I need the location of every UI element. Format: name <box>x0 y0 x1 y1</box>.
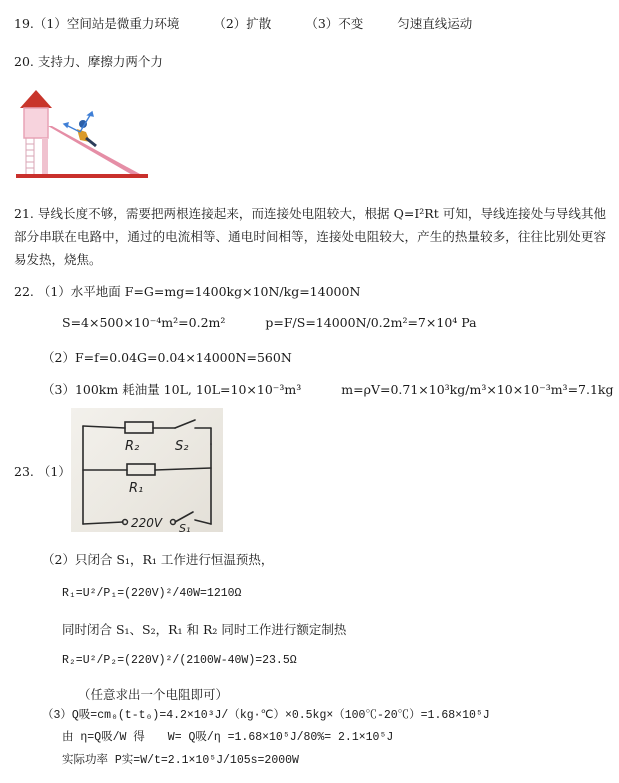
q23-efficiency-formula: 由 η=Q吸/W 得 W= Q吸/η =1.68×10⁵J/80%= 2.1×10⁵J <box>62 731 394 744</box>
q19-part2: （2）扩散 <box>213 16 272 31</box>
label-220v: 220V <box>131 516 163 530</box>
q22-line2 <box>62 315 477 330</box>
child-legs <box>86 138 96 146</box>
slide-ladder <box>26 138 34 174</box>
q23-label: 23. （1） <box>14 464 71 479</box>
q22-area: S=4×500×10⁻⁴m²=0.2m² <box>62 315 226 330</box>
slide-chute <box>48 126 140 176</box>
switch-s1-blade <box>175 512 193 522</box>
q19-line <box>14 14 472 32</box>
bottom-wire-right <box>195 520 211 524</box>
q23-power-formula: 实际功率 P实=W/t=2.1×10⁵J/105s=2000W <box>62 754 299 767</box>
q23-r1-formula: R₁=U²/P₁=(220V)²/40W=1210Ω <box>62 587 242 600</box>
slide-post <box>42 138 48 174</box>
force-arrows <box>64 112 93 132</box>
label-s2: S₂ <box>175 439 189 454</box>
q23-heat-formula: （3）Q吸=cm₀(t-t₀)=4.2×10³J/（kg·℃）×0.5kg×（100℃-20℃）=1.68×10⁵J <box>42 709 490 722</box>
slide-force-diagram <box>14 86 150 182</box>
bottom-wire-left <box>83 522 123 524</box>
slide-roof <box>20 90 52 108</box>
q19-part3: （3）不变 <box>305 16 364 31</box>
q19-part4: 匀速直线运动 <box>397 16 473 31</box>
q23-note: （任意求出一个电阻即可） <box>78 687 229 702</box>
slide-tower <box>24 108 48 138</box>
circuit-photo <box>71 408 223 532</box>
q22-pressure: p=F/S=14000N/0.2m²=7×10⁴ Pa <box>265 315 477 330</box>
q22-line3: （2）F=f=0.04G=0.04×14000N=560N <box>42 350 292 365</box>
switch-s2-blade <box>175 420 195 428</box>
q19-label: 19. <box>14 16 34 31</box>
ground <box>16 174 148 178</box>
q22-fuel: （3）100km 耗油量 10L, 10L=10×10⁻³m³ <box>42 382 302 397</box>
label-r2: R₂ <box>125 439 140 454</box>
circuit-diagram <box>71 408 223 532</box>
q22-mass: m=ρV=0.71×10³kg/m³×10×10⁻³m³=7.1kg <box>341 382 614 397</box>
resistor-r1 <box>127 464 155 475</box>
q20-line: 20. 支持力、摩擦力两个力 <box>14 54 163 69</box>
q19-part1: （1）空间站是微重力环境 <box>33 16 180 31</box>
mid-wire-right <box>155 468 211 470</box>
q23-r2-formula: R₂=U²/P₂=(220V)²/(2100W-40W)=23.5Ω <box>62 654 297 667</box>
top-wire-left <box>83 426 125 428</box>
q22-line1: 22. （1）水平地面 F=G=mg=1400kg×10N/kg=14000N <box>14 284 361 299</box>
q21-paragraph: 21. 导线长度不够，需要把两根连接起来，而连接处电阻较大，根据 Q=I²Rt 可知，导线连接处与导线其他部分串联在电路中，通过的电流相等、通电时间相等，连接处电阻较大，产生的热量较多，往往比别处更容易发热，烧焦。 <box>14 206 606 267</box>
q22-line4 <box>42 380 614 398</box>
q23-line3: 同时闭合 S₁、S₂，R₁ 和 R₂ 同时工作进行额定制热 <box>62 622 347 637</box>
q23-line1: （2）只闭合 S₁，R₁ 工作进行恒温预热， <box>42 552 274 567</box>
label-s1: S₁ <box>179 522 191 532</box>
label-r1: R₁ <box>129 481 144 496</box>
resistor-r2 <box>125 422 153 433</box>
